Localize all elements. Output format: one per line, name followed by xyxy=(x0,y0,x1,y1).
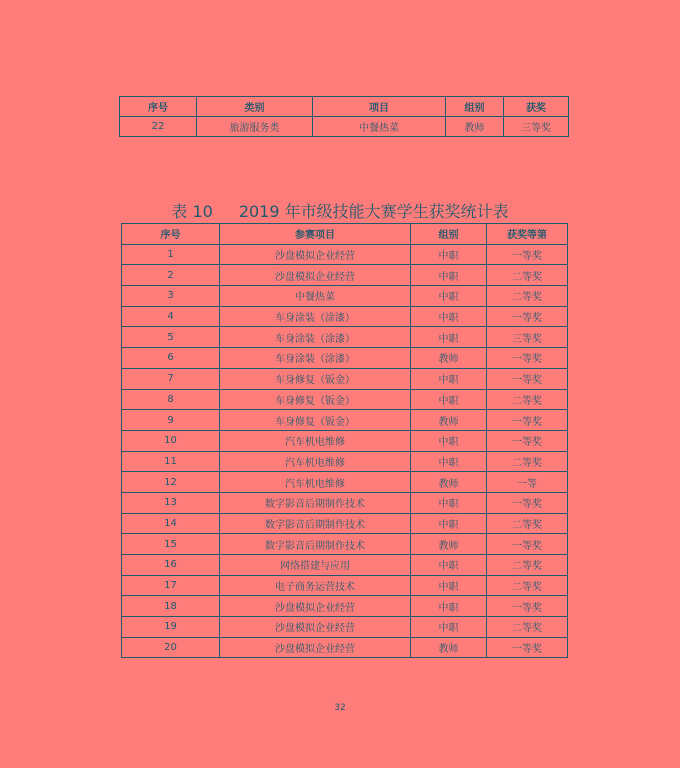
table-cell: 中职 xyxy=(411,389,487,410)
table-cell: 中职 xyxy=(411,513,487,534)
table-row xyxy=(122,513,568,534)
table-cell: 中职 xyxy=(411,492,487,513)
table-cell: 一等奖 xyxy=(487,492,568,513)
table-row xyxy=(122,617,568,638)
column-header: 项目 xyxy=(313,97,446,117)
table-row xyxy=(122,575,568,596)
table-row xyxy=(122,492,568,513)
table-cell: 沙盘模拟企业经营 xyxy=(220,617,411,638)
table-row xyxy=(122,327,568,348)
table-cell: 4 xyxy=(122,306,220,327)
table-row xyxy=(122,534,568,555)
table-cell: 车身修复（钣金） xyxy=(220,410,411,431)
column-header: 序号 xyxy=(122,224,220,245)
table-row xyxy=(122,389,568,410)
table-cell: 10 xyxy=(122,430,220,451)
table-cell: 中职 xyxy=(411,451,487,472)
table-cell: 车身涂装（涂漆） xyxy=(220,306,411,327)
table-cell: 一等 xyxy=(487,472,568,493)
table-row xyxy=(122,555,568,576)
table-cell: 一等奖 xyxy=(487,306,568,327)
table-cell: 一等奖 xyxy=(487,430,568,451)
table-cell: 数字影音后期制作技术 xyxy=(220,513,411,534)
table-cell: 7 xyxy=(122,368,220,389)
table-row xyxy=(122,451,568,472)
caption-number: 表 10 xyxy=(171,202,213,221)
table-cell: 中职 xyxy=(411,368,487,389)
table-cell: 二等奖 xyxy=(487,286,568,307)
table-cell: 8 xyxy=(122,389,220,410)
table-cell: 沙盘模拟企业经营 xyxy=(220,637,411,658)
table-cell: 旅游服务类 xyxy=(197,117,313,137)
table-cell: 车身修复（钣金） xyxy=(220,389,411,410)
table-cell: 2 xyxy=(122,265,220,286)
table-cell: 二等奖 xyxy=(487,575,568,596)
table-cell: 中职 xyxy=(411,327,487,348)
column-header: 参赛项目 xyxy=(220,224,411,245)
table-cell: 18 xyxy=(122,596,220,617)
table-cell: 中职 xyxy=(411,286,487,307)
table-cell: 一等奖 xyxy=(487,410,568,431)
table-cell: 网络搭建与应用 xyxy=(220,555,411,576)
table-cell: 一等奖 xyxy=(487,637,568,658)
table-cell: 汽车机电维修 xyxy=(220,472,411,493)
table-cell: 一等奖 xyxy=(487,534,568,555)
table-row xyxy=(122,410,568,431)
table-cell: 9 xyxy=(122,410,220,431)
table-row xyxy=(122,368,568,389)
table-cell: 二等奖 xyxy=(487,265,568,286)
table-cell: 一等奖 xyxy=(487,368,568,389)
table-cell: 沙盘模拟企业经营 xyxy=(220,244,411,265)
table-cell: 数字影音后期制作技术 xyxy=(220,492,411,513)
table-cell: 中职 xyxy=(411,575,487,596)
table-cell: 中职 xyxy=(411,306,487,327)
table-row xyxy=(122,430,568,451)
table-cell: 中职 xyxy=(411,430,487,451)
table-cell: 二等奖 xyxy=(487,555,568,576)
table-cell: 车身涂装（涂漆） xyxy=(220,327,411,348)
table-cell: 二等奖 xyxy=(487,513,568,534)
column-header: 获奖 xyxy=(504,97,569,117)
table-cell: 中餐热菜 xyxy=(220,286,411,307)
award-statistics-table xyxy=(121,223,568,658)
table-cell: 中职 xyxy=(411,265,487,286)
table-header-row xyxy=(122,224,568,245)
table-row xyxy=(120,117,569,137)
table-cell: 二等奖 xyxy=(487,451,568,472)
table-cell: 教师 xyxy=(411,348,487,369)
table-row xyxy=(122,596,568,617)
table-row xyxy=(122,348,568,369)
table-cell: 二等奖 xyxy=(487,617,568,638)
table-row xyxy=(122,306,568,327)
table-row xyxy=(122,637,568,658)
table-cell: 教师 xyxy=(411,472,487,493)
table-row xyxy=(122,286,568,307)
table-cell: 二等奖 xyxy=(487,389,568,410)
table-cell: 中职 xyxy=(411,596,487,617)
table-cell: 20 xyxy=(122,637,220,658)
table-cell: 汽车机电维修 xyxy=(220,451,411,472)
table-cell: 电子商务运营技术 xyxy=(220,575,411,596)
table-cell: 三等奖 xyxy=(487,327,568,348)
table-cell: 22 xyxy=(120,117,197,137)
table-cell: 汽车机电维修 xyxy=(220,430,411,451)
table-cell: 15 xyxy=(122,534,220,555)
table-cell: 一等奖 xyxy=(487,348,568,369)
table-cell: 教师 xyxy=(411,637,487,658)
table-cell: 12 xyxy=(122,472,220,493)
table-cell: 教师 xyxy=(411,410,487,431)
table-cell: 3 xyxy=(122,286,220,307)
table-cell: 中职 xyxy=(411,244,487,265)
page-number: 32 xyxy=(334,703,346,713)
table-cell: 中职 xyxy=(411,617,487,638)
table-caption xyxy=(0,199,680,222)
table-cell: 14 xyxy=(122,513,220,534)
table-cell: 一等奖 xyxy=(487,244,568,265)
table-cell: 沙盘模拟企业经营 xyxy=(220,265,411,286)
table-cell: 一等奖 xyxy=(487,596,568,617)
table-cell: 教师 xyxy=(411,534,487,555)
caption-title: 2019 年市级技能大赛学生获奖统计表 xyxy=(238,202,509,221)
table-row xyxy=(122,265,568,286)
table-cell: 中餐热菜 xyxy=(313,117,446,137)
award-table-continued xyxy=(119,96,569,137)
table-cell: 13 xyxy=(122,492,220,513)
table-cell: 沙盘模拟企业经营 xyxy=(220,596,411,617)
table-cell: 三等奖 xyxy=(504,117,569,137)
table-cell: 1 xyxy=(122,244,220,265)
table-cell: 5 xyxy=(122,327,220,348)
table-cell: 数字影音后期制作技术 xyxy=(220,534,411,555)
column-header: 组别 xyxy=(446,97,504,117)
table-row xyxy=(122,244,568,265)
table-cell: 教师 xyxy=(446,117,504,137)
table-cell: 车身涂装（涂漆） xyxy=(220,348,411,369)
table-cell: 19 xyxy=(122,617,220,638)
column-header: 获奖等第 xyxy=(487,224,568,245)
table-cell: 17 xyxy=(122,575,220,596)
table-cell: 6 xyxy=(122,348,220,369)
table-cell: 11 xyxy=(122,451,220,472)
column-header: 序号 xyxy=(120,97,197,117)
table-cell: 中职 xyxy=(411,555,487,576)
column-header: 类别 xyxy=(197,97,313,117)
table-header-row xyxy=(120,97,569,117)
column-header: 组别 xyxy=(411,224,487,245)
table-row xyxy=(122,472,568,493)
table-cell: 车身修复（钣金） xyxy=(220,368,411,389)
table-cell: 16 xyxy=(122,555,220,576)
